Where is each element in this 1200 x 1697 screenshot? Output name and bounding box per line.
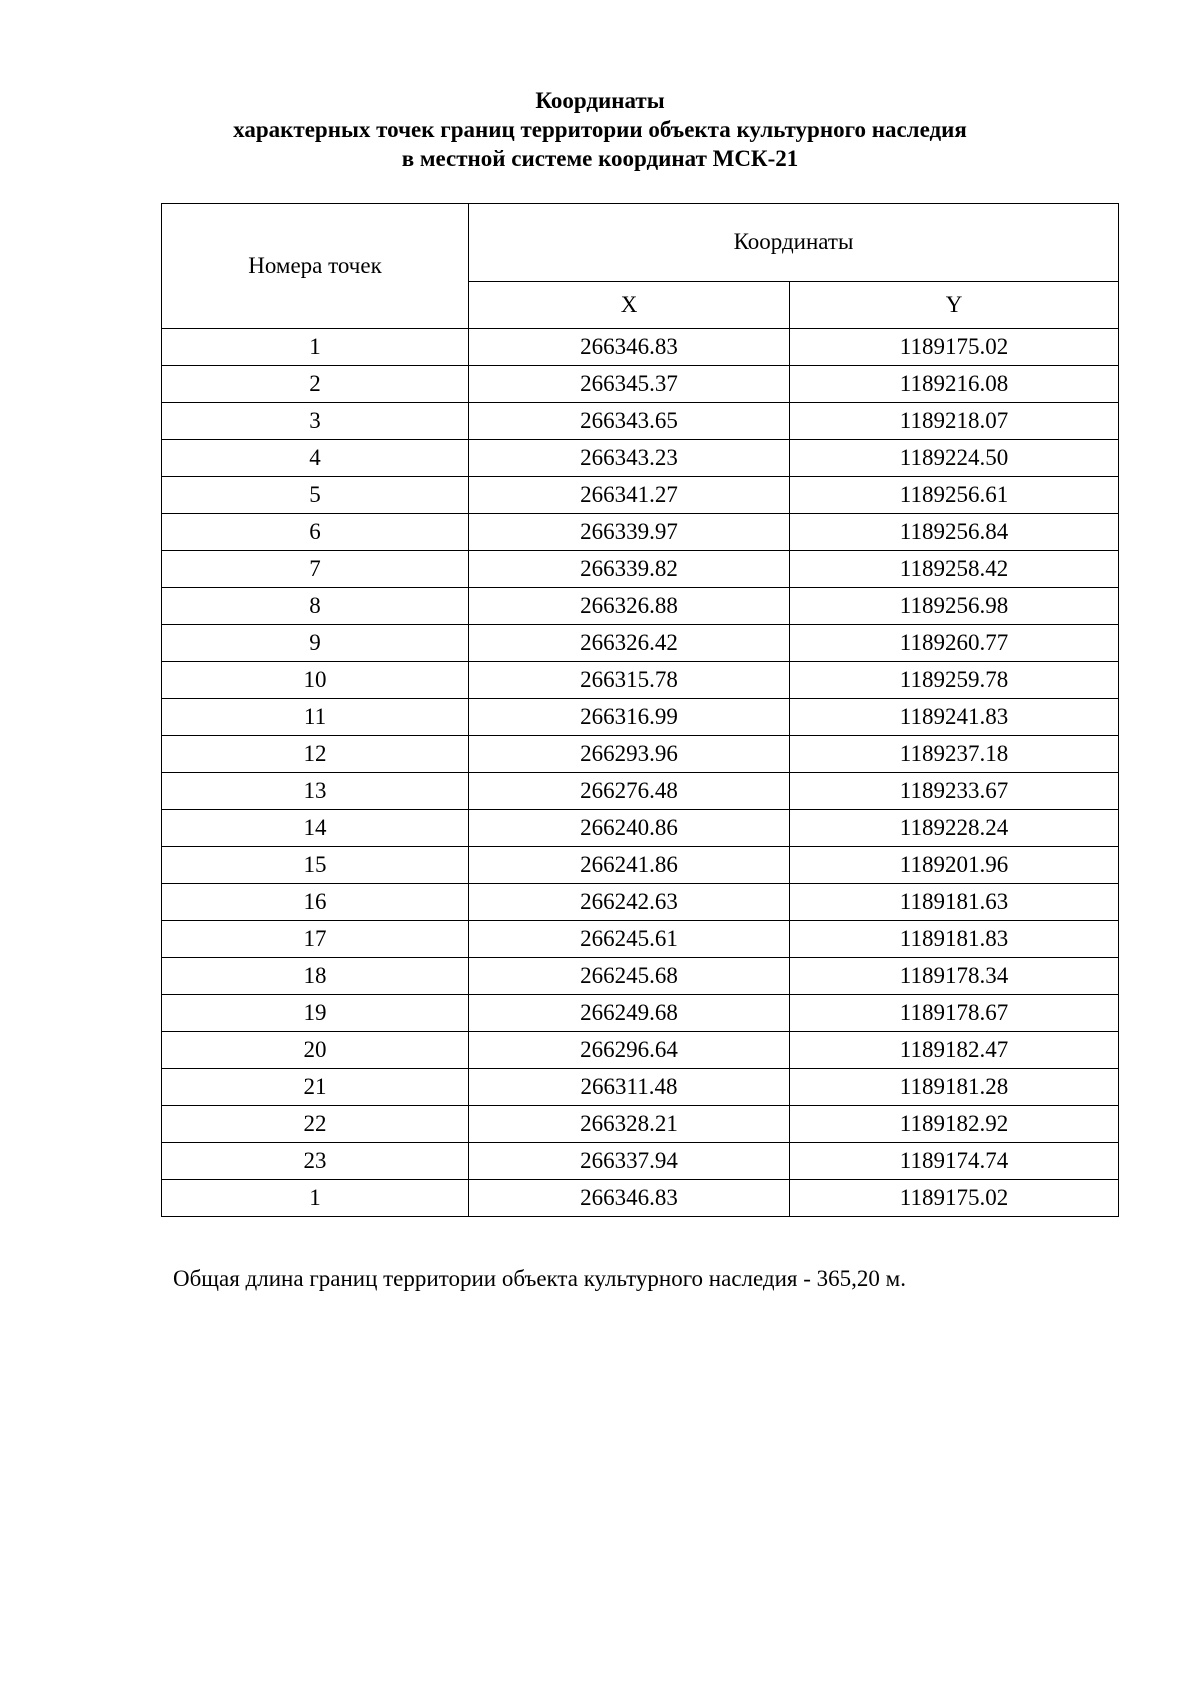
x-coordinate-cell: 266346.83 <box>469 329 790 366</box>
point-number-cell: 20 <box>162 1032 469 1069</box>
table-row <box>162 1143 1119 1180</box>
point-number-cell: 6 <box>162 514 469 551</box>
point-number-cell: 1 <box>162 1180 469 1217</box>
table-row <box>162 995 1119 1032</box>
x-coordinate-cell: 266240.86 <box>469 810 790 847</box>
point-number-cell: 5 <box>162 477 469 514</box>
x-coordinate-cell: 266339.82 <box>469 551 790 588</box>
y-coordinate-cell: 1189181.28 <box>790 1069 1119 1106</box>
table-row <box>162 1069 1119 1106</box>
point-number-cell: 2 <box>162 366 469 403</box>
x-coordinate-cell: 266276.48 <box>469 773 790 810</box>
point-number-cell: 13 <box>162 773 469 810</box>
table-row <box>162 1106 1119 1143</box>
y-coordinate-cell: 1189201.96 <box>790 847 1119 884</box>
x-coordinate-cell: 266337.94 <box>469 1143 790 1180</box>
y-coordinate-cell: 1189181.83 <box>790 921 1119 958</box>
title-line-2: характерных точек границ территории объекта культурного наследия <box>233 117 967 142</box>
y-coordinate-cell: 1189237.18 <box>790 736 1119 773</box>
point-number-cell: 12 <box>162 736 469 773</box>
point-number-cell: 7 <box>162 551 469 588</box>
table-row <box>162 736 1119 773</box>
point-number-cell: 21 <box>162 1069 469 1106</box>
y-coordinate-cell: 1189233.67 <box>790 773 1119 810</box>
table-row <box>162 1032 1119 1069</box>
y-coordinate-cell: 1189182.92 <box>790 1106 1119 1143</box>
y-coordinate-cell: 1189182.47 <box>790 1032 1119 1069</box>
y-coordinate-cell: 1189175.02 <box>790 329 1119 366</box>
y-coordinate-cell: 1189174.74 <box>790 1143 1119 1180</box>
y-coordinate-cell: 1189178.34 <box>790 958 1119 995</box>
point-number-cell: 10 <box>162 662 469 699</box>
table-header-row <box>162 204 1119 282</box>
y-coordinate-cell: 1189175.02 <box>790 1180 1119 1217</box>
x-coordinate-cell: 266326.42 <box>469 625 790 662</box>
title-line-3: в местной системе координат МСК-21 <box>401 146 799 171</box>
x-coordinate-cell: 266249.68 <box>469 995 790 1032</box>
x-coordinate-cell: 266241.86 <box>469 847 790 884</box>
y-coordinate-cell: 1189256.98 <box>790 588 1119 625</box>
table-header <box>162 204 1119 329</box>
table-row <box>162 625 1119 662</box>
x-coordinate-cell: 266345.37 <box>469 366 790 403</box>
y-coordinate-cell: 1189228.24 <box>790 810 1119 847</box>
table-row <box>162 366 1119 403</box>
y-coordinate-cell: 1189256.61 <box>790 477 1119 514</box>
point-number-cell: 16 <box>162 884 469 921</box>
table-row <box>162 440 1119 477</box>
x-coordinate-cell: 266341.27 <box>469 477 790 514</box>
x-coordinate-cell: 266343.23 <box>469 440 790 477</box>
coordinates-table <box>161 203 1119 1217</box>
y-coordinate-cell: 1189258.42 <box>790 551 1119 588</box>
document-title <box>0 86 1200 173</box>
table-row <box>162 847 1119 884</box>
table-row <box>162 810 1119 847</box>
table-row <box>162 329 1119 366</box>
x-coordinate-cell: 266316.99 <box>469 699 790 736</box>
y-coordinate-cell: 1189181.63 <box>790 884 1119 921</box>
table-row <box>162 403 1119 440</box>
table-row <box>162 921 1119 958</box>
table-row <box>162 662 1119 699</box>
y-coordinate-cell: 1189218.07 <box>790 403 1119 440</box>
point-number-cell: 15 <box>162 847 469 884</box>
point-number-cell: 22 <box>162 1106 469 1143</box>
point-number-cell: 1 <box>162 329 469 366</box>
table-row <box>162 477 1119 514</box>
table-row <box>162 773 1119 810</box>
x-coordinate-cell: 266293.96 <box>469 736 790 773</box>
x-coordinate-cell: 266296.64 <box>469 1032 790 1069</box>
point-number-cell: 8 <box>162 588 469 625</box>
x-coordinate-cell: 266315.78 <box>469 662 790 699</box>
x-coordinate-cell: 266328.21 <box>469 1106 790 1143</box>
x-coordinate-cell: 266311.48 <box>469 1069 790 1106</box>
table-row <box>162 588 1119 625</box>
y-coordinate-cell: 1189260.77 <box>790 625 1119 662</box>
y-coordinate-cell: 1189256.84 <box>790 514 1119 551</box>
x-coordinate-cell: 266339.97 <box>469 514 790 551</box>
x-coordinate-cell: 266343.65 <box>469 403 790 440</box>
point-number-cell: 23 <box>162 1143 469 1180</box>
x-coordinate-cell: 266245.61 <box>469 921 790 958</box>
table-body <box>162 329 1119 1217</box>
point-number-cell: 18 <box>162 958 469 995</box>
x-coordinate-cell: 266242.63 <box>469 884 790 921</box>
table-row <box>162 1180 1119 1217</box>
table-row <box>162 514 1119 551</box>
y-coordinate-cell: 1189241.83 <box>790 699 1119 736</box>
title-line-1: Координаты <box>535 88 665 113</box>
table-row <box>162 699 1119 736</box>
header-x: X <box>469 281 790 328</box>
table-row <box>162 884 1119 921</box>
table-row <box>162 958 1119 995</box>
point-number-cell: 14 <box>162 810 469 847</box>
table-row <box>162 551 1119 588</box>
point-number-cell: 9 <box>162 625 469 662</box>
point-number-cell: 19 <box>162 995 469 1032</box>
x-coordinate-cell: 266346.83 <box>469 1180 790 1217</box>
point-number-cell: 4 <box>162 440 469 477</box>
x-coordinate-cell: 266326.88 <box>469 588 790 625</box>
header-y: Y <box>790 281 1119 328</box>
header-point-numbers: Номера точек <box>162 204 469 329</box>
point-number-cell: 3 <box>162 403 469 440</box>
header-coordinates: Координаты <box>469 204 1119 282</box>
y-coordinate-cell: 1189216.08 <box>790 366 1119 403</box>
y-coordinate-cell: 1189178.67 <box>790 995 1119 1032</box>
y-coordinate-cell: 1189259.78 <box>790 662 1119 699</box>
total-length-note: Общая длина границ территории объекта культурного наследия - 365,20 м. <box>173 1266 906 1291</box>
y-coordinate-cell: 1189224.50 <box>790 440 1119 477</box>
x-coordinate-cell: 266245.68 <box>469 958 790 995</box>
point-number-cell: 11 <box>162 699 469 736</box>
point-number-cell: 17 <box>162 921 469 958</box>
